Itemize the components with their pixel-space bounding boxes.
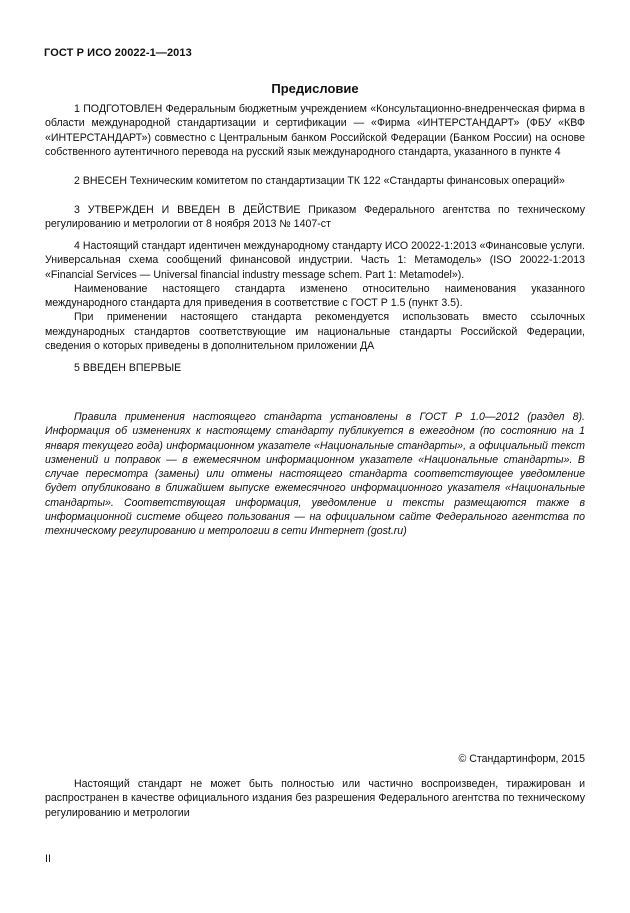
- reproduction-note-block: [45, 777, 585, 820]
- page-number: II: [45, 853, 51, 865]
- paragraph-3-block: [45, 203, 585, 232]
- paragraph-4: 4 Настоящий стандарт идентичен международному стандарту ИСО 20022-1:2013 «Финансовые услуги. Универсальная схема сообщений финансовой индустрии. Часть 1: Метамодель» (ISO 20022-1:2013 «Financial Services — Universal financial industry message schem. Part 1: Metamodel»).: [45, 240, 585, 281]
- paragraph-5-block: [45, 361, 585, 375]
- paragraph-2-block: [45, 174, 585, 188]
- paragraph-3: 3 УТВЕРЖДЕН И ВВЕДЕН В ДЕЙСТВИЕ Приказом Федерального агентства по техническому регулированию и метрологии от 8 ноября 2013 № 1407-ст: [45, 204, 585, 231]
- paragraph-2: 2 ВНЕСЕН Техническим комитетом по стандартизации ТК 122 «Стандарты финансовых операций»: [74, 175, 565, 187]
- paragraph-4-naming: Наименование настоящего стандарта изменено относительно наименования указанного международного стандарта для приведения в соответствие с ГОСТ Р 1.5 (пункт 3.5).: [45, 282, 585, 310]
- paragraph-4-application: При применении настоящего стандарта рекомендуется использовать вместо ссылочных международных стандартов соответствующие им национальные стандарты Российской Федерации, сведения о которых приведены в дополнительном приложении ДА: [45, 311, 585, 353]
- paragraph-5: 5 ВВЕДЕН ВПЕРВЫЕ: [74, 362, 182, 374]
- paragraph-1-block: [45, 102, 585, 159]
- document-code: ГОСТ Р ИСО 20022-1—2013: [44, 47, 192, 59]
- copyright: © Стандартинформ, 2015: [458, 753, 585, 765]
- rules-note-block: [45, 410, 585, 539]
- section-title: Предисловие: [271, 81, 359, 96]
- paragraph-4-block: [45, 239, 585, 353]
- rules-note: Правила применения настоящего стандарта установлены в ГОСТ Р 1.0—2012 (раздел 8). Информация об изменениях к настоящему стандарту публикуется в ежегодном (по состоянию на 1 января текущего года) информационном указателе «Национальные стандарты», а официальный текст изменений и поправок — в ежемесячном информационном указателе «Национальные стандарты». В случае пересмотра (замены) или отмены настоящего стандарта соответствующее уведомление будет опубликовано в ближайшем выпуске ежемесячного информационного указателя «Национальные стандарты». Соответствующая информация, уведомление и тексты размещаются также в информационной системе общего пользования — на официальном сайте Федерального агентства по техническому регулированию и метрологии в сети Интернет (gost.ru): [45, 411, 585, 538]
- reproduction-note: Настоящий стандарт не может быть полностью или частично воспроизведен, тиражирован и распространен в качестве официального издания без разрешения Федерального агентства по техническому регулированию и метрологии: [45, 778, 585, 819]
- paragraph-1: 1 ПОДГОТОВЛЕН Федеральным бюджетным учреждением «Консультационно-внедренческая фирма в области международной стандартизации и сертификации — «Фирма «ИНТЕРСТАНДАРТ» (ФБУ «КВФ «ИНТЕРСТАНДАРТ») совместно с Центральным банком Российской Федерации (Банком России) на основе собственного аутентичного перевода на русский язык международного стандарта, указанного в пункте 4: [45, 103, 585, 158]
